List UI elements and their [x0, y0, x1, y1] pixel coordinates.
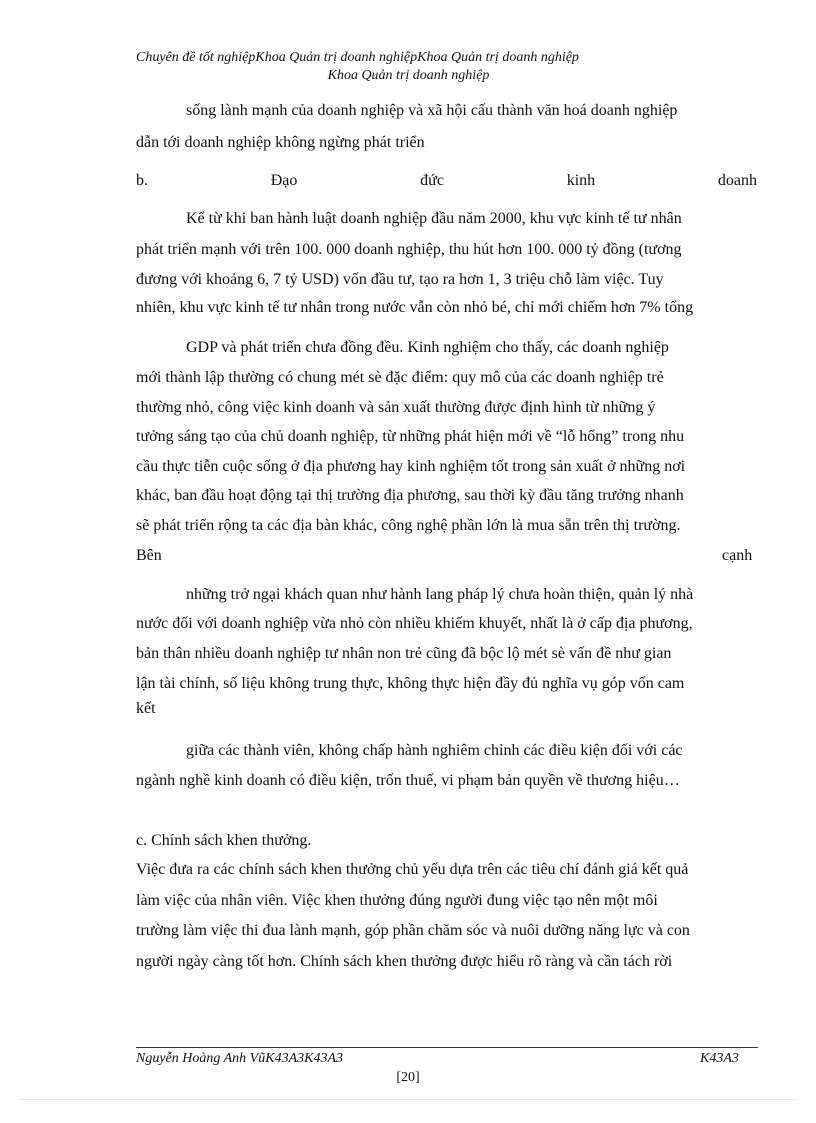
- page-header: [136, 49, 681, 85]
- paragraph-line: cầu thực tiễn cuộc sống ở địa phương hay kinh nghiệm tốt trong sản xuất ở những nơi: [136, 458, 686, 475]
- paragraph-line: nhiên, khu vực kinh tế tư nhân trong nước vẫn còn nhỏ bé, chỉ mới chiếm hơn 7% tổng: [136, 299, 694, 316]
- heading-word: đức: [420, 172, 444, 189]
- paragraph-line: sẽ phát triển rộng ta các địa bàn khác, công nghệ phần lớn là mua sẵn trên thị trường.: [136, 517, 681, 534]
- heading-word: Đạo: [270, 172, 298, 189]
- paragraph-line: dẫn tới doanh nghiệp không ngừng phát triển: [136, 134, 425, 151]
- footer-author: Nguyễn Hoàng Anh VũK43A3K43A3: [136, 1051, 344, 1066]
- paragraph-line: kết: [136, 700, 156, 717]
- paragraph-line: tưởng sáng tạo của chủ doanh nghiệp, từ những phát hiện mới về “lỗ hổng” trong nhu: [136, 428, 685, 445]
- paragraph-line: ngành nghề kinh doanh có điều kiện, trốn thuế, vi phạm bản quyền về thương hiệu…: [136, 772, 680, 789]
- paragraph-line: sống lành mạnh của doanh nghiệp và xã hội cấu thành văn hoá doanh nghiệp: [186, 102, 678, 119]
- page-bottom-border: [20, 1099, 796, 1100]
- paragraph-line: thường nhỏ, công việc kinh doanh và sản xuất thường được định hình từ những ý: [136, 399, 656, 416]
- paragraph-line: khác, ban đầu hoạt động tại thị trường địa phương, sau thời kỳ đầu tăng trưởng nhanh: [136, 487, 684, 504]
- page-number: [20]: [396, 1070, 420, 1085]
- paragraph-line: trường làm việc thi đua lành mạnh, góp phần chăm sóc và nuôi dưỡng năng lực và con: [136, 922, 690, 939]
- paragraph-line-start: Bên: [136, 547, 162, 564]
- footer-class: K43A3: [700, 1051, 739, 1066]
- paragraph-line-end: cạnh: [722, 547, 753, 564]
- paragraph-line: Việc đưa ra các chính sách khen thưởng chủ yếu dựa trên các tiêu chí đánh giá kết quả: [136, 861, 689, 878]
- paragraph-line: phát triển mạnh với trên 100. 000 doanh nghiệp, thu hút hơn 100. 000 tỷ đồng (tương: [136, 241, 682, 258]
- section-heading-b: [136, 171, 757, 191]
- paragraph-line: lận tài chính, số liệu không trung thực, không thực hiện đầy đủ nghĩa vụ góp vốn cam: [136, 675, 685, 692]
- header-line-1: Chuyên đề tốt nghiệpKhoa Quản trị doanh nghiệpKhoa Quản trị doanh nghiệp: [136, 50, 579, 65]
- paragraph-line: làm việc của nhân viên. Việc khen thưởng đúng người đung việc tạo nên một môi: [136, 892, 658, 909]
- heading-word: kinh: [566, 172, 596, 189]
- footer-divider: [136, 1047, 758, 1048]
- paragraph-line: giữa các thành viên, không chấp hành nghiêm chỉnh các điều kiện đối với các: [186, 742, 683, 759]
- header-line-2: Khoa Quản trị doanh nghiệp: [327, 68, 490, 83]
- paragraph-line: mới thành lập thường có chung mét sè đặc điểm: quy mô của các doanh nghiệp trẻ: [136, 369, 664, 386]
- paragraph-line: những trở ngại khách quan như hành lang pháp lý chưa hoàn thiện, quản lý nhà: [186, 586, 694, 603]
- section-heading-c: c. Chính sách khen thưởng.: [136, 832, 312, 849]
- heading-word: b.: [136, 172, 148, 189]
- paragraph-line: Kể từ khi ban hành luật doanh nghiệp đầu năm 2000, khu vực kinh tế tư nhân: [186, 210, 682, 227]
- paragraph-line: GDP và phát triển chưa đồng đều. Kinh nghiệm cho thấy, các doanh nghiệp: [186, 339, 669, 356]
- heading-word: doanh: [717, 172, 757, 189]
- paragraph-line: đương với khoảng 6, 7 tỷ USD) vốn đầu tư, tạo ra hơn 1, 3 triệu chỗ làm việc. Tuy: [136, 271, 664, 288]
- paragraph-line: người ngày càng tốt hơn. Chính sách khen thưởng được hiểu rõ ràng và cần tách rời: [136, 953, 673, 970]
- paragraph-line: bản thân nhiều doanh nghiệp tư nhân non trẻ cũng đã bộc lộ mét sè vấn đề như gian: [136, 645, 672, 662]
- paragraph-line: nước đối với doanh nghiệp vừa nhỏ còn nhiều khiếm khuyết, nhất là ở cấp địa phương,: [136, 615, 693, 632]
